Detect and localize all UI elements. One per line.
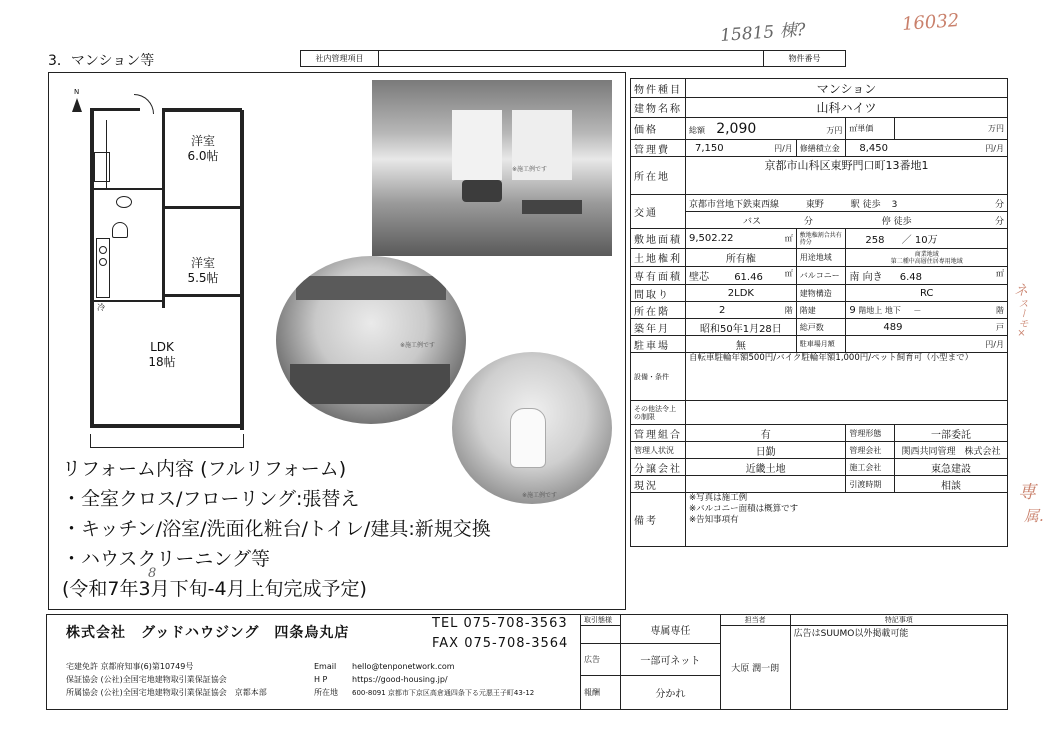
reform-heading: リフォーム内容 (フルリフォーム) [62,458,347,480]
station-unit: 駅 [850,199,860,210]
assoc-label: 管理組合 [631,425,686,442]
walk-unit: 分 [994,199,1004,210]
ad-value: 一部可ネット [620,644,720,676]
mgmt-status-label: 管理人状況 [631,442,686,459]
license-value: 京都府知事(6)第10749号 [100,662,194,671]
floor-label: 所在階 [631,302,686,319]
person-label: 担当者 [720,615,790,626]
facility-label: 設備・条件 [631,353,686,401]
balcony-direction-unit: 向き [862,272,883,283]
email-value: hello@tenponetwork.com [352,662,455,671]
license-label: 宅建免許 [66,662,98,671]
share-value: 258 [865,235,885,246]
hp-label: H P [314,675,328,684]
fee-value: 分かれ [620,676,720,710]
bus-label: バス [743,216,762,227]
floor-area-type: 壁芯 [689,272,709,283]
reform-completion: (令和7年3月下旬-4月上旬完成予定) [62,578,367,600]
handover-value: 相談 [894,476,1007,493]
assoc-value: 有 [686,425,846,442]
internal-label: 社内管理項目 [301,51,379,66]
builder-label: 分譲会社 [631,459,686,476]
repair-value: 8,450 [859,142,889,154]
room1-name: 洋室 [190,134,215,148]
land-area-value: 9,502.22 [689,233,734,244]
status-label: 現況 [631,476,686,493]
constructor-label: 施工会社 [846,459,895,476]
washing-machine-icon [116,196,132,208]
fee-label: 報酬 [581,676,621,710]
handover-label: 引渡時期 [846,476,895,493]
address-label: 所在地 [631,157,686,195]
balcony-direction: 南 [849,272,860,283]
ad-label: 広告 [581,644,621,676]
balcony-value: 6.48 [899,272,923,283]
unit-price-label: ㎡単価 [846,118,895,140]
facility-value: 自転車駐輪年額500円/バイク駐輪年額1,000円/ペット飼育可（小型まで） [686,353,1008,401]
living-photo-note: ※施工例です [512,166,548,173]
north-label: N [74,88,80,96]
special-label: 特記事項 [790,615,1007,626]
floor-area-value: 61.46 [734,272,763,283]
other-regulations-label: その他法令上の制限 [631,401,686,425]
washbasin-icon [94,152,110,182]
share-label: 敷地権割合共有持分 [796,229,846,249]
price-label: 価格 [631,118,686,140]
floor-plan [66,88,256,450]
property-details-table [630,78,1008,547]
walk2-unit: 分 [994,216,1004,227]
built-label: 築年月 [631,319,686,336]
below-unit-2: 階 [996,305,1004,315]
north-arrow-icon [72,98,82,112]
address-footer-label: 所在地 [314,688,338,697]
company-fax: FAX 075-708-3564 [432,636,569,651]
reform-section [62,454,491,604]
footer-deal-table [580,614,1008,710]
station-name: 東野 [805,199,824,210]
below-value: － [913,305,922,315]
upper-cabinet-shape [296,276,446,300]
entrance-door-icon [134,94,154,114]
room2-name: 洋室 [190,256,215,270]
reform-item-2: ・キッチン/浴室/洗面化粧台/トイレ/建具:新規交換 [62,518,491,540]
reform-item-3: ・ハウスクリーニング等 [62,548,271,570]
room1-size: 6.0帖 [187,149,219,163]
status-value [686,476,846,493]
land-area-cell [686,229,797,249]
share-total: ／ 10万 [901,235,938,246]
parking-fee-unit: 円/月 [846,336,1008,353]
property-type: マンション [686,79,1008,98]
above-unit: 階地上 [858,305,883,315]
stove-icon [99,246,107,254]
assoc2-label: 所属協会 [66,688,98,697]
living-room-photo [372,80,612,256]
toilet-shape [510,408,546,468]
zoning-label: 用途地域 [796,249,846,267]
address-value: 京都市山科区東野門口町13番地1 [686,157,1008,195]
handwritten-note-right-3: 専 [1018,482,1036,503]
remarks-3: ※告知事項有 [689,515,739,525]
company-contact [314,660,534,700]
parking-label: 駐車場 [631,336,686,353]
below-unit: 地下 [884,305,901,315]
units-value: 489 [883,321,903,333]
reform-item-1: ・全室クロス/フローリング:張替え [62,488,360,510]
kitchen-photo [276,256,466,424]
handwritten-correction: 8 [148,566,157,581]
assoc2-value: (公社)全国宅地建物取引業保証協会 京都本部 [100,688,267,697]
units-unit: 戸 [996,322,1004,332]
zoning-1: 商業地域 [914,250,939,258]
balcony-unit: ㎡ [996,269,1004,278]
mgmt-fee-cell [686,140,797,157]
handwritten-number-top: 16032 [901,10,960,35]
ldk-name: LDK [150,340,174,354]
units-cell [846,319,1008,336]
price-cell [686,118,846,140]
floor-value: 2 [719,304,726,316]
transport-label: 交通 [631,195,686,229]
table-shape [522,200,582,214]
person-value: 大原 潤一朗 [720,626,790,710]
built-value: 昭和50年1月28日 [686,319,797,336]
deal-label: 取引態様 [581,615,621,626]
toilet-icon [112,222,128,238]
assoc1-value: (公社)全国宅地建物取引業保証協会 [100,675,227,684]
hp-value: https://good-housing.jp/ [352,675,448,684]
fridge-mark: 冷 [97,303,105,312]
transport-bus [686,212,1008,229]
mgmt-form-value: 一部委託 [894,425,1007,442]
price-total-label: 総額 [689,125,705,135]
floor-unit: 階 [784,305,793,315]
property-number-label: 物件番号 [763,51,845,66]
floor-area-cell [686,267,797,285]
floor-cell [686,302,797,319]
deal-value: 専属専任 [620,615,720,644]
share-cell [846,229,1008,249]
constructor-value: 東急建設 [894,459,1007,476]
stove-icon-2 [99,258,107,266]
above-value: 9 [849,304,856,316]
building-name: 山科ハイツ [686,98,1008,118]
company-licenses [66,660,267,699]
structure-value: RC [846,285,1008,302]
company-tel: TEL 075-708-3563 [432,616,568,631]
mgmt-status-value: 日勤 [686,442,846,459]
walk2-label: 徒歩 [893,216,912,227]
walk-label: 徒歩 [862,199,881,210]
internal-management-bar [300,50,846,67]
parking-value: 無 [686,336,797,353]
toilet-photo-note: ※施工例です [522,492,558,499]
floor-area-label: 専有面積 [631,267,686,285]
repair-cell [846,140,1008,157]
mgmt-form-label: 管理形態 [846,425,895,442]
land-right-value: 所有権 [686,249,797,267]
zoning-cell [846,249,1008,267]
sofa-shape [462,180,502,202]
assoc1-label: 保証協会 [66,675,98,684]
land-area-label: 敷地面積 [631,229,686,249]
room1-label [166,134,240,164]
zoning-2: 第二種中高層住居専用地域 [890,257,963,265]
section-title: 3．マンション等 [48,53,155,69]
remarks-cell [686,493,1008,547]
total-floors-cell [846,302,1008,319]
remarks-label: 備考 [631,493,686,547]
land-right-label: 土地権利 [631,249,686,267]
handwritten-note-top: 15815 棟? [719,20,807,46]
train-line: 京都市営地下鉄東西線 [689,199,780,210]
mgmt-fee-value: 7,150 [695,142,724,154]
special-value: 広告はSUUMO以外掲載可能 [790,626,1007,710]
kitchen-photo-note: ※施工例です [400,342,436,349]
other-regulations-value [686,401,1008,425]
mgmt-fee-label: 管理費 [631,140,686,157]
room2-label [166,256,240,286]
window-shape [452,110,502,180]
layout-label: 間取り [631,285,686,302]
mgmt-fee-unit: 円/月 [774,143,793,153]
handwritten-note-right-1: ネ [1014,283,1028,299]
repair-unit: 円/月 [985,143,1004,153]
balcony-outline [90,434,244,448]
parking-fee-label: 駐車場月額 [796,336,846,353]
walk-minutes: 3 [891,199,898,210]
type-label: 物件種目 [631,79,686,98]
handwritten-note-right-4: 属. [1024,507,1044,525]
balcony-label: バルコニー [796,267,846,285]
price-value: 2,090 [716,120,757,137]
structure-label: 建物構造 [796,285,846,302]
email-label: Email [314,662,337,671]
land-area-unit: ㎡ [784,234,793,243]
total-floors-label: 階建 [796,302,846,319]
bus-unit: 分 [803,216,813,227]
name-label: 建物名称 [631,98,686,118]
remarks-2: ※バルコニー面積は概算です [689,504,799,514]
floor-area-unit: ㎡ [784,269,793,278]
ldk-size: 18帖 [148,355,176,369]
unit-price-unit: 万円 [894,118,1007,140]
lower-cabinet-shape [290,364,450,404]
address-footer-value: 600-8091 京都市下京区高倉通四条下る元悪王子町43-12 [352,689,535,697]
remarks-1: ※写真は施工例 [689,493,748,503]
mgmt-company-label: 管理会社 [846,442,895,459]
room2-size: 5.5帖 [187,271,219,285]
ldk-label [122,340,202,370]
transport-train [686,195,1008,212]
company-name: 株式会社 グッドハウジング 四条烏丸店 [66,625,350,641]
repair-label: 修繕積立金 [796,140,846,157]
handwritten-note-right-2: スーモ× [1016,298,1027,339]
price-unit: 万円 [826,125,843,135]
balcony-cell [846,267,1008,285]
builder-value: 近畿土地 [686,459,846,476]
layout-value: 2LDK [686,285,797,302]
stop-unit: 停 [881,216,891,227]
mgmt-company-value: 関西共同管理 株式会社 [894,442,1007,459]
units-label: 総戸数 [796,319,846,336]
